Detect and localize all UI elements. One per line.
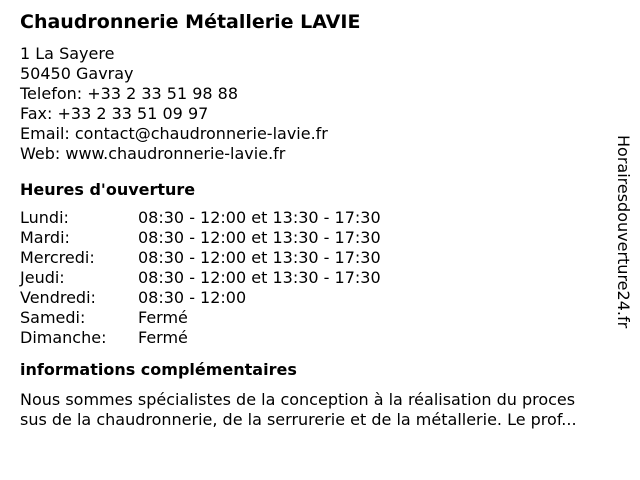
hours-day: Lundi: <box>20 208 69 227</box>
hours-time: 08:30 - 12:00 <box>138 288 247 307</box>
hours-day: Mercredi: <box>20 248 95 267</box>
web-line: Web: www.chaudronnerie-lavie.fr <box>20 144 286 163</box>
hours-day: Samedi: <box>20 308 86 327</box>
hours-day: Mardi: <box>20 228 70 247</box>
hours-row <box>20 328 620 348</box>
info-heading: informations complémentaires <box>20 360 297 379</box>
hours-row <box>20 248 620 268</box>
hours-time: 08:30 - 12:00 et 13:30 - 17:30 <box>138 208 381 227</box>
site-watermark: Horairesdouverture24.fr <box>614 135 633 329</box>
hours-row <box>20 288 620 308</box>
email-line: Email: contact@chaudronnerie-lavie.fr <box>20 124 328 143</box>
hours-time: Fermé <box>138 308 188 327</box>
hours-time: 08:30 - 12:00 et 13:30 - 17:30 <box>138 268 381 287</box>
hours-day: Vendredi: <box>20 288 96 307</box>
hours-heading: Heures d'ouverture <box>20 180 196 199</box>
phone-line: Telefon: +33 2 33 51 98 88 <box>20 84 239 103</box>
hours-time: 08:30 - 12:00 et 13:30 - 17:30 <box>138 248 381 267</box>
hours-day: Dimanche: <box>20 328 107 347</box>
hours-row <box>20 228 620 248</box>
address-line2: 50450 Gavray <box>20 64 134 83</box>
info-line2: sus de la chaudronnerie, de la serrurerie et de la métallerie. Le prof... <box>20 410 577 429</box>
fax-line: Fax: +33 2 33 51 09 97 <box>20 104 209 123</box>
info-line1: Nous sommes spécialistes de la conception à la réalisation du proces <box>20 390 576 409</box>
info-description <box>20 390 620 430</box>
hours-table <box>20 208 620 348</box>
hours-row <box>20 208 620 228</box>
business-name: Chaudronnerie Métallerie LAVIE <box>20 11 361 33</box>
hours-time: 08:30 - 12:00 et 13:30 - 17:30 <box>138 228 381 247</box>
business-card <box>20 8 620 430</box>
hours-time: Fermé <box>138 328 188 347</box>
address-line1: 1 La Sayere <box>20 44 115 63</box>
hours-day: Jeudi: <box>20 268 65 287</box>
hours-row <box>20 308 620 328</box>
hours-row <box>20 268 620 288</box>
